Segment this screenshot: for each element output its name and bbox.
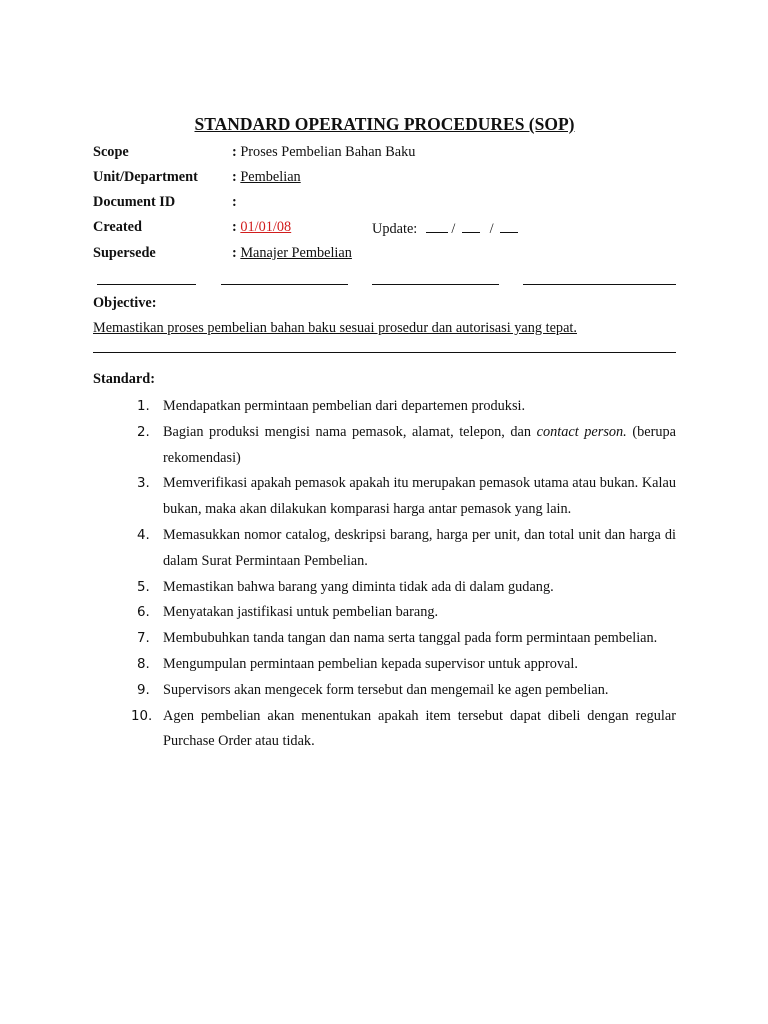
update-separator-2: / [489, 221, 494, 237]
item-text: Mendapatkan permintaan pembelian dari departemen produksi. [163, 398, 526, 414]
item-number: 4. [137, 527, 150, 543]
item-number: 2. [137, 424, 150, 440]
meta-row-scope [93, 144, 676, 164]
list-item [93, 575, 676, 601]
meta-row-supersede [93, 245, 676, 265]
update-month-blank [462, 219, 480, 233]
list-item [93, 704, 676, 756]
item-text: Memasukkan nomor catalog, deskripsi barang, harga per unit, dan total unit dan harga di dalam Surat Permintaan Pembelian. [163, 526, 676, 569]
item-text: Agen pembelian akan menentukan apakah item tersebut dapat dibeli dengan regular Purchase Order atau tidak. [163, 707, 676, 750]
scope-prefix: : [232, 144, 241, 160]
item-number: 5. [137, 579, 150, 595]
list-item [93, 420, 676, 472]
item-text: Memastikan bahwa barang yang diminta tidak ada di dalam gudang. [163, 578, 554, 595]
supersede-prefix: : [232, 245, 241, 261]
list-item [93, 626, 676, 652]
update-separator-1: / [451, 221, 456, 237]
standard-label: Standard: [93, 371, 155, 387]
created-value-wrap [232, 219, 291, 236]
update-label: Update: [372, 221, 418, 237]
scope-value: Proses Pembelian Bahan Baku [240, 144, 416, 160]
item-text: Menyatakan jastifikasi untuk pembelian barang. [163, 604, 439, 621]
standard-list [93, 394, 676, 755]
supersede-label: Supersede [93, 245, 156, 261]
divider-segment [221, 284, 348, 285]
objective-label: Objective: [93, 295, 157, 311]
supersede-value-wrap [232, 245, 352, 262]
item-number: 9. [137, 682, 150, 698]
update-day-blank [426, 219, 448, 233]
document-id-prefix: : [232, 194, 237, 210]
scope-label: Scope [93, 144, 129, 160]
created-value: 01/01/08 [240, 219, 292, 235]
item-number: 8. [137, 656, 150, 672]
meta-row-created [93, 219, 676, 239]
divider-segment [523, 284, 676, 285]
unit-value-wrap [232, 169, 301, 186]
list-item [93, 471, 676, 523]
item-number: 6. [137, 605, 150, 621]
created-prefix: : [232, 219, 241, 235]
unit-value: Pembelian [240, 169, 301, 185]
list-item [93, 523, 676, 575]
divider-segment [97, 284, 196, 285]
list-item [93, 600, 676, 626]
item-text-after: (berupa rekomendasi) [163, 423, 676, 466]
item-text-italic: contact person. [536, 423, 627, 440]
supersede-value: Manajer Pembelian [240, 245, 352, 261]
item-text: Membubuhkan tanda tangan dan nama serta tanggal pada form permintaan pembelian. [163, 630, 658, 647]
item-number: 10. [131, 708, 153, 724]
meta-row-unit [93, 169, 676, 189]
item-text: Supervisors akan mengecek form tersebut dan mengemail ke agen pembelian. [163, 681, 609, 698]
objective-divider [93, 352, 676, 353]
item-text: Mengumpulan permintaan pembelian kepada supervisor untuk approval. [163, 655, 578, 672]
list-item [93, 652, 676, 678]
item-text: Bagian produksi mengisi nama pemasok, alamat, telepon, dan [163, 423, 532, 440]
update-field [372, 219, 518, 238]
unit-label: Unit/Department [93, 169, 198, 185]
divider-segment [372, 284, 499, 285]
update-year-blank [500, 219, 518, 233]
item-number: 1. [137, 399, 150, 414]
item-number: 7. [137, 631, 150, 647]
created-label: Created [93, 219, 142, 235]
item-number: 3. [137, 476, 150, 492]
scope-value-wrap [232, 144, 415, 161]
meta-row-document-id [93, 194, 676, 214]
list-item [93, 678, 676, 704]
item-text: Memverifikasi apakah pemasok apakah itu merupakan pemasok utama atau bukan. Kalau bukan, maka akan dilakukan komparasi harga antar pemasok yang lain. [163, 475, 676, 518]
document-title: STANDARD OPERATING PROCEDURES (SOP) [194, 114, 575, 134]
objective-text: Memastikan proses pembelian bahan baku sesuai prosedur dan autorisasi yang tepat. [93, 320, 577, 336]
list-item [93, 394, 676, 420]
document-id-value-wrap [232, 194, 237, 211]
unit-prefix: : [232, 169, 241, 185]
document-id-label: Document ID [93, 194, 176, 210]
